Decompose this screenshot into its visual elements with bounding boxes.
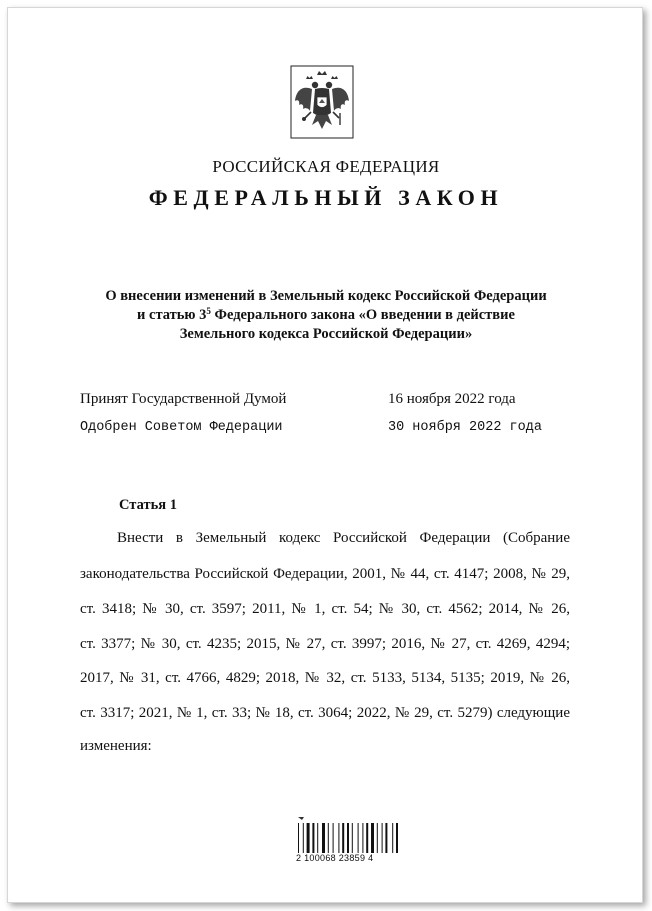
duma-label: Принят Государственной Думой (80, 391, 287, 407)
country-name: РОССИЙСКАЯ ФЕДЕРАЦИЯ (212, 157, 440, 176)
article-line: законодательства Российской Федерации, 2001, № 44, ст. 4147; 2008, № 29, (80, 566, 570, 582)
law-heading-line-2: и статью $3^5$ Федерального закона «О введении в действие (137, 306, 515, 323)
article-title: Статья 1 (119, 497, 177, 513)
law-heading-line-3: Земельного кодекса Российской Федерации» (179, 326, 473, 342)
document-type-title: ФЕДЕРАЛЬНЫЙ ЗАКОН (148, 185, 504, 210)
law-heading-line-1: О внесении изменений в Земельный кодекс Российской Федерации (105, 288, 547, 304)
article-line: ст. 3317; 2021, № 1, ст. 33; № 18, ст. 3064; 2022, № 29, ст. 5279) следующие (80, 705, 570, 721)
article-line: изменения: (80, 738, 152, 754)
article-line: 2017, № 31, ст. 4766, 4829; 2018, № 32, ст. 5133, 5134, 5135; 2019, № 26, (80, 670, 570, 686)
adoption-council-row (80, 420, 550, 435)
document-page (7, 7, 643, 903)
article-line: ст. 3418; № 30, ст. 3597; 2011, № 1, ст. 54; № 30, ст. 4562; 2014, № 26, (80, 601, 570, 617)
barcode-number: 2 100068 23859 4 (296, 853, 374, 863)
article-superscript: 5 (206, 306, 211, 316)
council-date: 30 ноября 2022 года (388, 420, 542, 435)
article-line: ст. 3377; № 30, ст. 4235; 2015, № 27, ст. 3997; 2016, № 27, ст. 4269, 4294; (80, 636, 570, 652)
adoption-duma-row (80, 391, 550, 408)
coat-of-arms-icon (290, 65, 354, 139)
law-heading (0, 287, 652, 344)
council-label: Одобрен Советом Федерации (80, 420, 283, 435)
article-line: Внести в Земельный кодекс Российской Федерации (Собрание (117, 530, 570, 546)
duma-date: 16 ноября 2022 года (388, 391, 516, 407)
